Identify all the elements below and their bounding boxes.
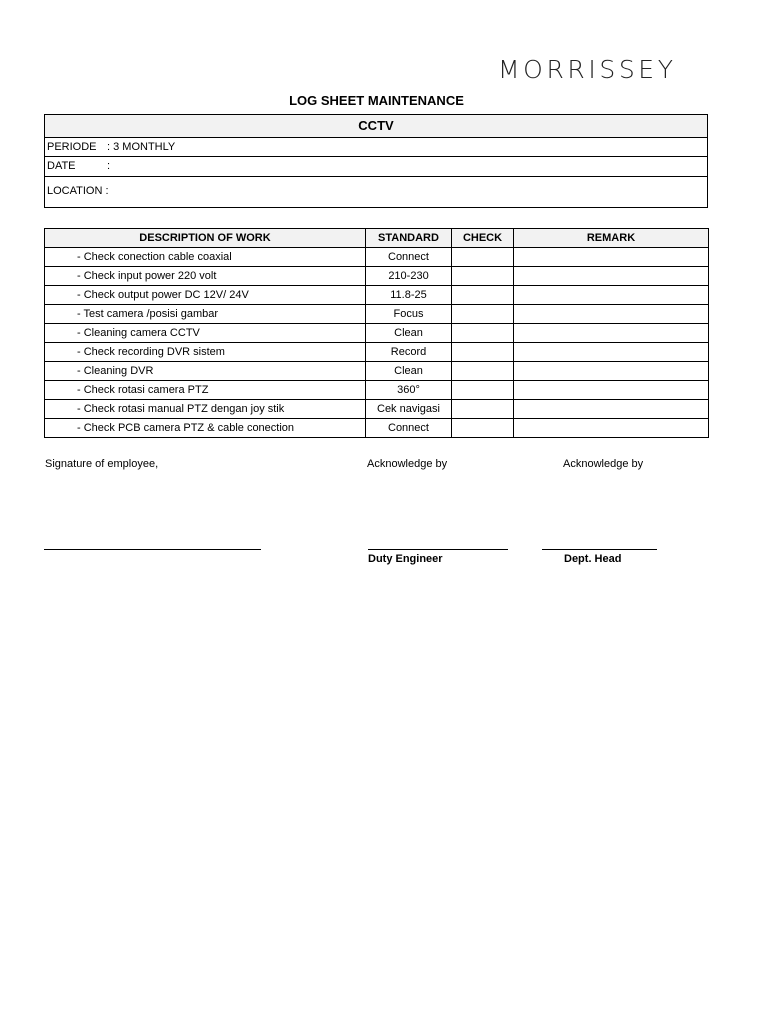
- info-section: [44, 114, 708, 208]
- task-description: - Check recording DVR sistem: [45, 343, 366, 362]
- remark-cell[interactable]: [514, 305, 709, 324]
- remark-cell[interactable]: [514, 362, 709, 381]
- location-row: [45, 177, 707, 207]
- task-standard: Focus: [366, 305, 452, 324]
- table-row: [45, 305, 709, 324]
- task-description: - Check conection cable coaxial: [45, 248, 366, 267]
- employee-signature-line[interactable]: [44, 549, 261, 550]
- remark-cell[interactable]: [514, 324, 709, 343]
- engineer-signature-line[interactable]: [368, 549, 508, 550]
- period-row: [45, 138, 707, 157]
- table-row: [45, 419, 709, 438]
- table-row: [45, 381, 709, 400]
- task-standard: 360°: [366, 381, 452, 400]
- task-description: - Check rotasi camera PTZ: [45, 381, 366, 400]
- task-description: - Cleaning camera CCTV: [45, 324, 366, 343]
- table-row: [45, 400, 709, 419]
- document-title: LOG SHEET MAINTENANCE: [289, 93, 464, 108]
- task-standard: 11.8-25: [366, 286, 452, 305]
- task-description: - Check rotasi manual PTZ dengan joy stik: [45, 400, 366, 419]
- remark-cell[interactable]: [514, 381, 709, 400]
- table-row: [45, 248, 709, 267]
- maintenance-table: [44, 228, 709, 438]
- table-row: [45, 267, 709, 286]
- table-row: [45, 362, 709, 381]
- check-cell[interactable]: [452, 381, 514, 400]
- table-row: [45, 343, 709, 362]
- task-standard: Connect: [366, 419, 452, 438]
- header-standard: STANDARD: [366, 229, 452, 248]
- check-cell[interactable]: [452, 400, 514, 419]
- date-label: DATE: [47, 160, 76, 172]
- remark-cell[interactable]: [514, 343, 709, 362]
- check-cell[interactable]: [452, 286, 514, 305]
- task-standard: Record: [366, 343, 452, 362]
- employee-signature-label: Signature of employee,: [45, 458, 159, 470]
- task-standard: Clean: [366, 362, 452, 381]
- check-cell[interactable]: [452, 267, 514, 286]
- check-cell[interactable]: [452, 362, 514, 381]
- task-description: - Check output power DC 12V/ 24V: [45, 286, 366, 305]
- task-standard: Clean: [366, 324, 452, 343]
- acknowledge-label-head: Acknowledge by: [563, 458, 644, 470]
- dept-head-role: Dept. Head: [564, 553, 622, 565]
- table-row: [45, 286, 709, 305]
- head-signature-line[interactable]: [542, 549, 657, 550]
- header-remark: REMARK: [514, 229, 709, 248]
- remark-cell[interactable]: [514, 248, 709, 267]
- check-cell[interactable]: [452, 419, 514, 438]
- check-cell[interactable]: [452, 248, 514, 267]
- check-cell[interactable]: [452, 343, 514, 362]
- check-cell[interactable]: [452, 305, 514, 324]
- date-value: :: [107, 160, 111, 172]
- table-header-row: [45, 229, 709, 248]
- remark-cell[interactable]: [514, 419, 709, 438]
- check-cell[interactable]: [452, 324, 514, 343]
- remark-cell[interactable]: [514, 267, 709, 286]
- date-row: [45, 157, 707, 177]
- table-row: [45, 324, 709, 343]
- brand-logo: MORRISSEY: [498, 55, 677, 84]
- task-description: - Test camera /posisi gambar: [45, 305, 366, 324]
- task-standard: Cek navigasi: [366, 400, 452, 419]
- header-check: CHECK: [452, 229, 514, 248]
- task-description: - Cleaning DVR: [45, 362, 366, 381]
- acknowledge-label-engineer: Acknowledge by: [367, 458, 448, 470]
- task-description: - Check PCB camera PTZ & cable conection: [45, 419, 366, 438]
- task-standard: 210-230: [366, 267, 452, 286]
- location-label: LOCATION :: [47, 185, 109, 197]
- remark-cell[interactable]: [514, 400, 709, 419]
- subject-heading: CCTV: [45, 115, 707, 138]
- period-value: : 3 MONTHLY: [107, 141, 176, 153]
- remark-cell[interactable]: [514, 286, 709, 305]
- period-label: PERIODE: [47, 141, 97, 153]
- task-standard: Connect: [366, 248, 452, 267]
- task-description: - Check input power 220 volt: [45, 267, 366, 286]
- duty-engineer-role: Duty Engineer: [368, 553, 443, 565]
- header-description: DESCRIPTION OF WORK: [45, 229, 366, 248]
